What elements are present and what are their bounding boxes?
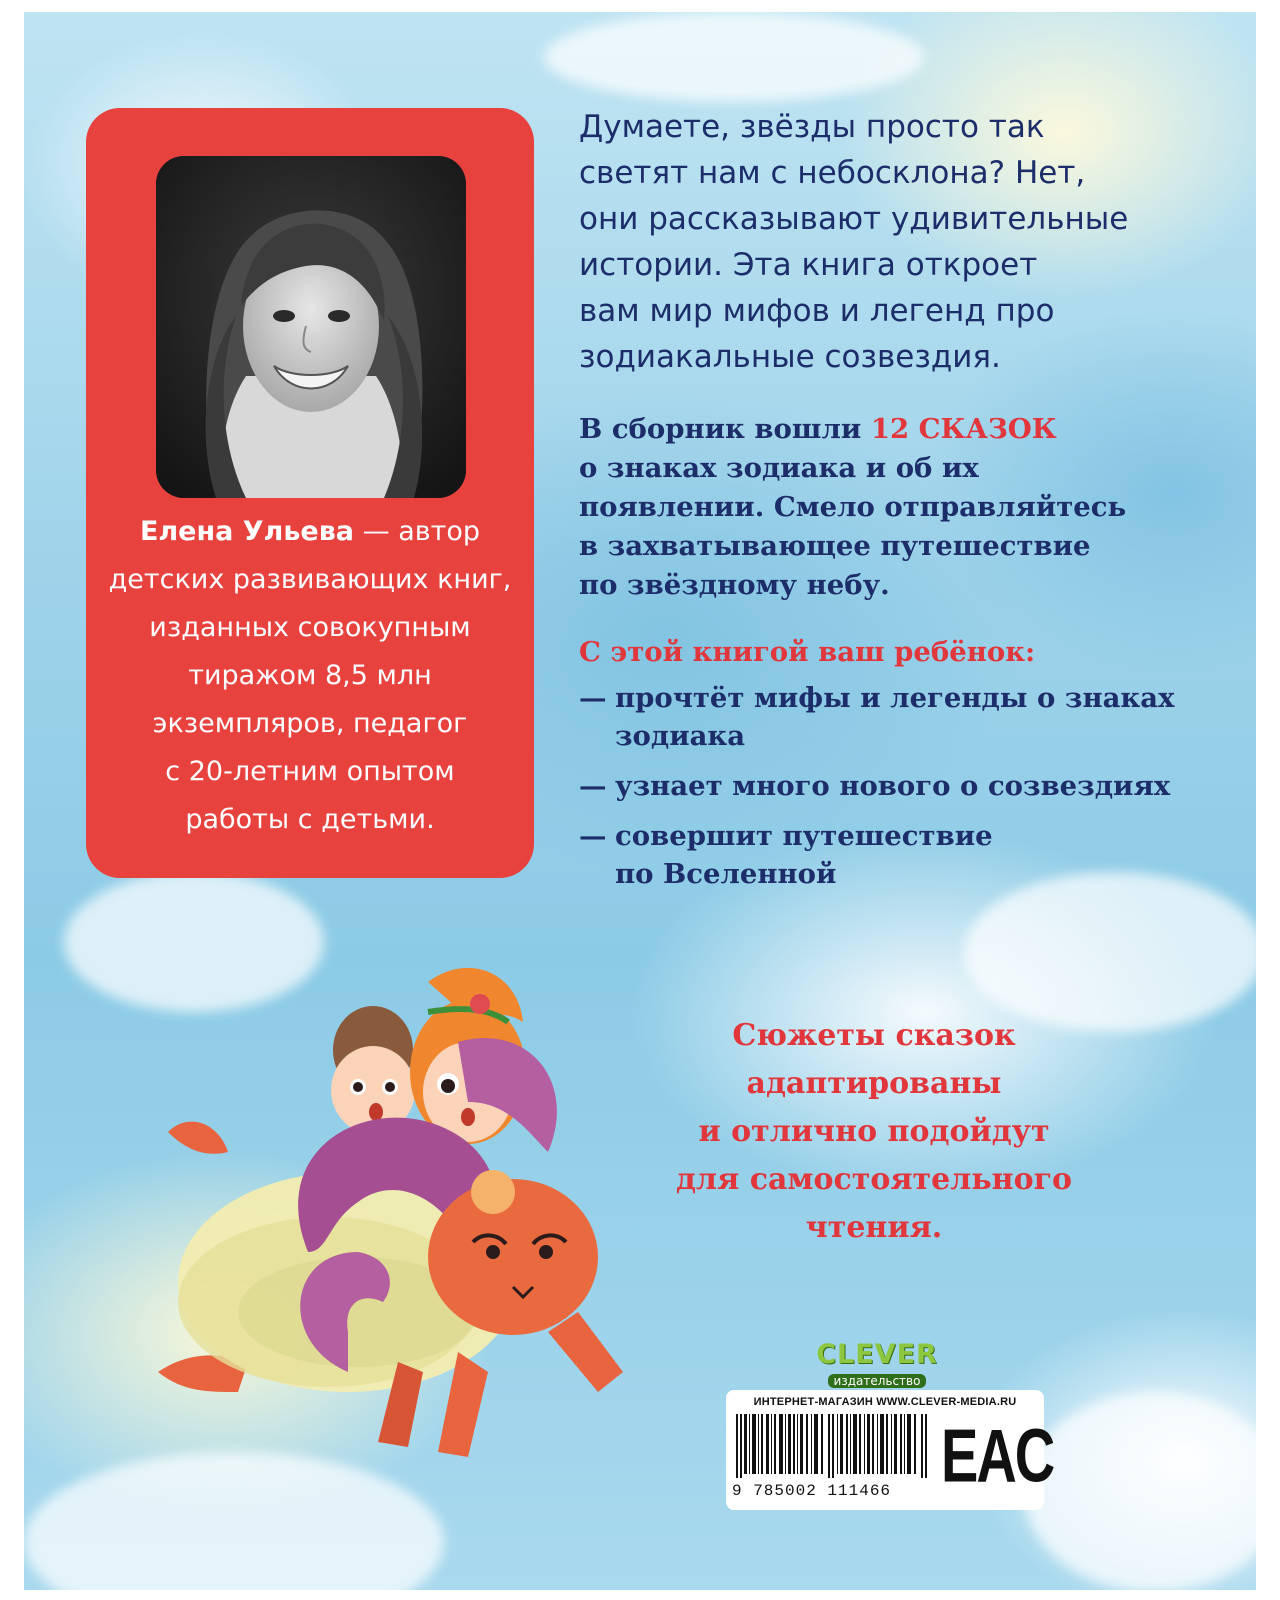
author-bio-line: работы с детьми.	[185, 804, 435, 835]
author-name: Елена Ульева	[139, 516, 355, 547]
benefit-item	[579, 767, 1229, 805]
adapted-line: и отлично подойдут	[698, 1114, 1050, 1149]
collection-line: о знаках зодиака и об их	[579, 452, 979, 484]
dash-bullet: —	[579, 820, 607, 852]
intro-line: светят нам с небосклона? Нет,	[579, 155, 1086, 191]
author-bio-line	[104, 508, 516, 556]
cloud-decoration	[1024, 1392, 1256, 1590]
collection-prefix: В сборник вошли	[579, 413, 871, 445]
benefits-title: С этой книгой ваш ребёнок:	[579, 636, 1036, 668]
author-bio-line: экземпляров, педагог	[152, 708, 468, 739]
intro-line: они рассказывают удивительные	[579, 201, 1129, 237]
author-portrait-image	[156, 156, 466, 498]
dash-bullet: —	[579, 682, 607, 714]
author-card	[86, 108, 534, 878]
author-bio-first-line: — автор	[362, 516, 481, 547]
book-back-cover	[24, 12, 1256, 1590]
online-shop-label: ИНТЕРНЕТ-МАГАЗИН WWW.CLEVER-MEDIA.RU	[753, 1396, 1017, 1408]
benefit-line: узнает много нового о созвездиях	[615, 770, 1171, 802]
benefits-list	[579, 679, 1229, 905]
intro-line: зодиакальные созвездия.	[579, 339, 1001, 375]
dash-bullet: —	[579, 770, 607, 802]
collection-line: в захватывающее путешествие	[579, 530, 1091, 562]
adapted-line: чтения.	[805, 1210, 943, 1245]
author-bio-line: изданных совокупным	[149, 612, 471, 643]
isbn-barcode	[736, 1414, 931, 1478]
publisher-subtitle: издательство	[828, 1374, 927, 1388]
intro-paragraph	[579, 104, 1199, 380]
children-riding-ram-illustration	[128, 952, 688, 1512]
intro-line: вам мир мифов и легенд про	[579, 293, 1055, 329]
eac-certification-mark: EAC	[941, 1412, 1054, 1498]
isbn-number: 9 785002 111466	[732, 1482, 892, 1500]
benefit-line: прочтёт мифы и легенды о знаках	[615, 682, 1175, 714]
benefit-item	[579, 817, 1229, 893]
benefit-line: совершит путешествие	[615, 820, 993, 852]
adapted-line: для самостоятельного	[675, 1162, 1073, 1197]
collection-line	[579, 410, 1219, 449]
collection-line: по звёздному небу.	[579, 569, 890, 601]
cloud-decoration	[544, 12, 924, 102]
collection-paragraph	[579, 410, 1219, 605]
barcode-panel	[726, 1390, 1054, 1510]
collection-line: появлении. Смело отправляйтесь	[579, 491, 1127, 523]
publisher-logo	[802, 1340, 952, 1386]
author-bio-line: тиражом 8,5 млн	[188, 660, 432, 691]
author-bio-line: детских развивающих книг,	[108, 564, 512, 595]
benefit-line: по Вселенной	[615, 858, 837, 890]
intro-line: Думаете, звёзды просто так	[579, 109, 1045, 145]
publisher-logo-text: CLEVER	[816, 1339, 938, 1370]
author-photo	[156, 156, 466, 498]
intro-line: истории. Эта книга откроет	[579, 247, 1038, 283]
benefit-line: зодиака	[615, 720, 746, 752]
adapted-line: адаптированы	[746, 1066, 1002, 1101]
adapted-note	[654, 1012, 1094, 1252]
adapted-line: Сюжеты сказок	[732, 1018, 1016, 1053]
benefit-item	[579, 679, 1229, 755]
author-bio	[104, 508, 516, 844]
tales-count-highlight: 12 СКАЗОК	[870, 413, 1057, 445]
author-bio-line: с 20-летним опытом	[165, 756, 455, 787]
